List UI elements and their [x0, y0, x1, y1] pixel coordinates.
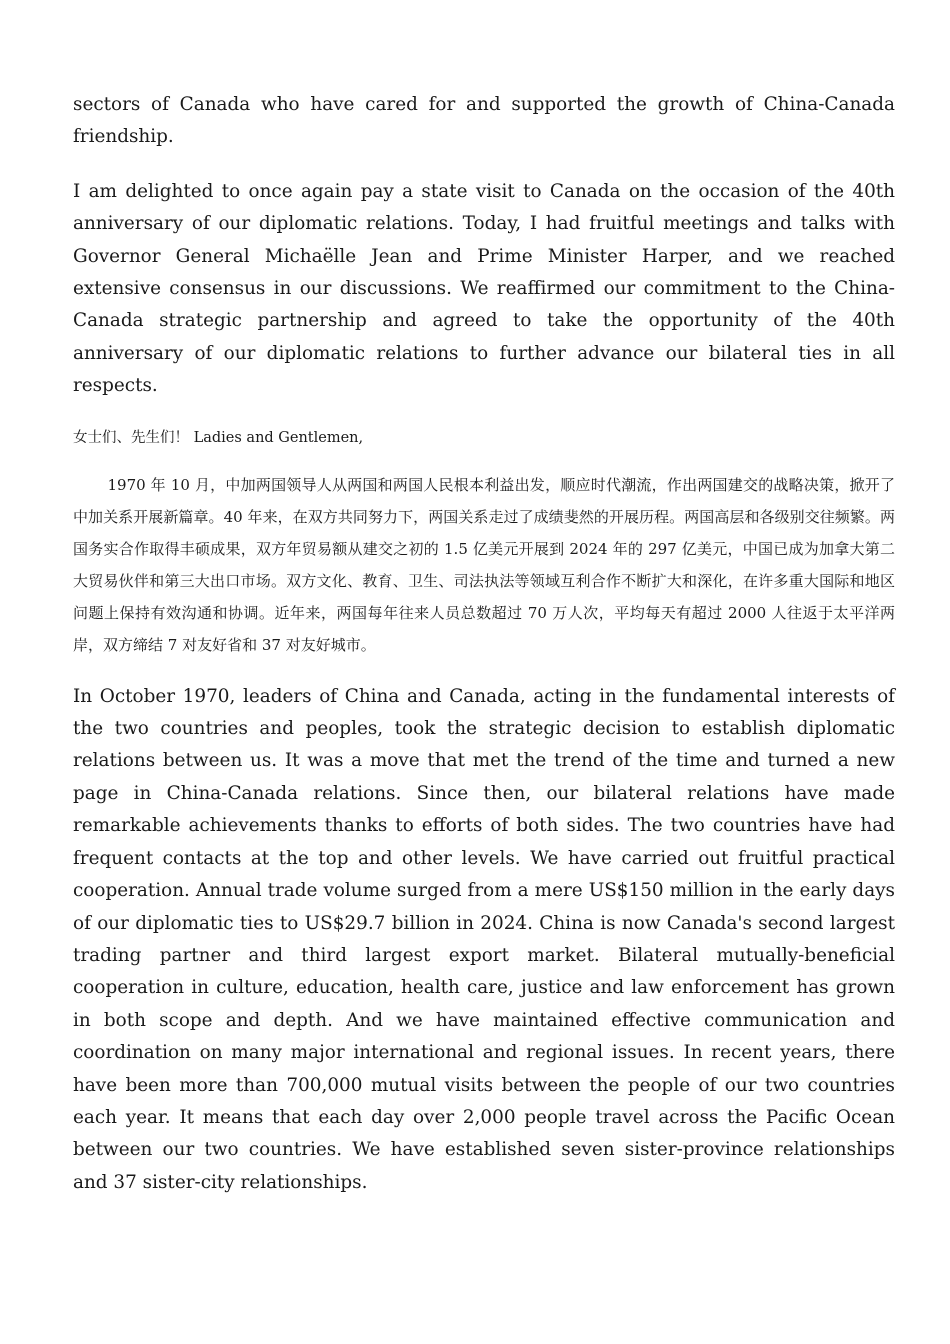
salutation: 女士们、先生们！ Ladies and Gentlemen,: [73, 429, 364, 446]
paragraph-friendship-closing: sectors of Canada who have cared for and supported the growth of China-Canada friendship.: [73, 94, 895, 148]
paragraph-state-visit: I am delighted to once again pay a state visit to Canada on the occasion of the 40th anniversary of our diplomatic relations. Today, I had fruitful meetings and talks with Governor General Michaëlle Jean and Prime Minister Harper, and we reached extensive consensus in our discussions. We reaffirmed our commitment to the China-Canada strategic partnership and agreed to take the opportunity of the 40th anniversary of our diplomatic relations to further advance our bilateral ties in all respects.: [73, 180, 895, 397]
paragraph-chinese-history: 1970 年 10 月，中加两国领导人从两国和两国人民根本利益出发，顺应时代潮流，作出两国建交的战略决策，掀开了中加关系开展新篇章。40 年来，在双方共同努力下，两国关系走过了成绩斐然的开展历程。两国高层和各级别交往频繁。两国务实合作取得丰硕成果，双方年贸易额从建交之初的 1.5 亿美元开展到 2024 年的 297 亿美元，中国已成为加拿大第二大贸易伙伴和第三大出口市场。双方文化、教育、卫生、司法执法等领域互利合作不断扩大和深化，在许多重大国际和地区问题上保持有效沟通和协调。近年来，两国每年往来人员总数超过 70 万人次，平均每天有超过 2000 人往返于太平洋两岸，双方缔结 7 对友好省和 37 对友好城市。: [73, 475, 895, 654]
document-page: [73, 89, 895, 1221]
paragraph-english-history: In October 1970, leaders of China and Canada, acting in the fundamental interests of the two countries and peoples, took the strategic decision to establish diplomatic relations between us. It was a move that met the trend of the time and turned a new page in China-Canada relations. Since then, our bilateral relations have made remarkable achievements thanks to efforts of both sides. The two countries have had frequent contacts at the top and other levels. We have carried out fruitful practical cooperation. Annual trade volume surged from a mere US$150 million in the early days of our diplomatic ties to US$29.7 billion in 2024. China is now Canada's second largest trading partner and third largest export market. Bilateral mutually-beneficial cooperation in culture, education, health care, justice and law enforcement has grown in both scope and depth. And we have maintained effective communication and coordination on many major international and regional issues. In recent years, there have been more than 700,000 mutual visits between the people of our two countries each year. It means that each day over 2,000 people travel across the Pacific Ocean between our two countries. We have established seven sister-province relationships and 37 sister-city relationships.: [73, 685, 895, 1193]
